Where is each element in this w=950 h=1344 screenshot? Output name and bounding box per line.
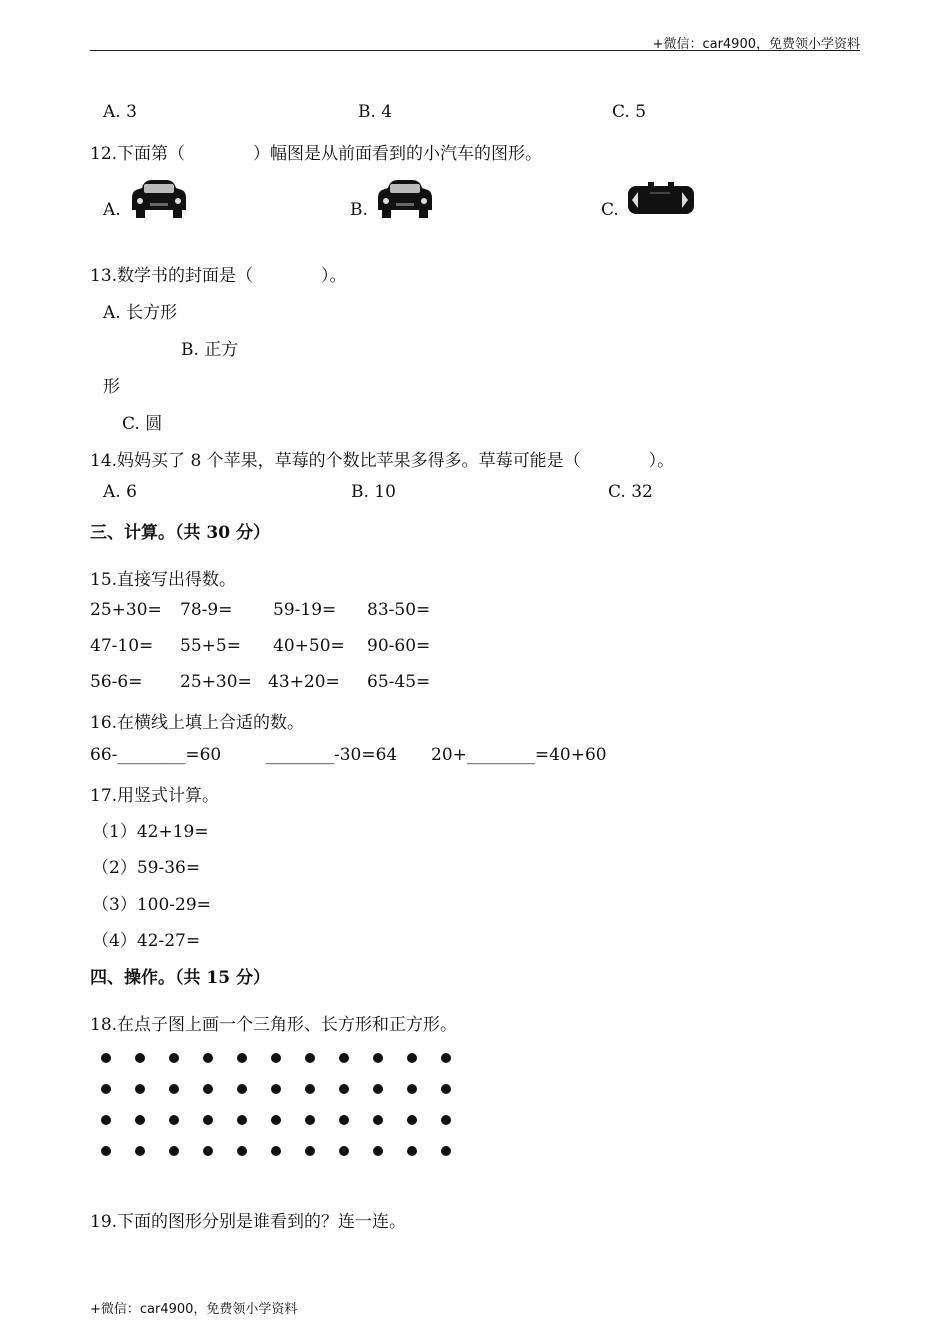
dot[interactable] xyxy=(169,1053,179,1063)
q12-stem: 12.下面第（ ）幅图是从前面看到的小汽车的图形。 xyxy=(90,144,543,164)
dot[interactable] xyxy=(305,1146,315,1156)
q17-stem: 17.用竖式计算。 xyxy=(90,786,220,806)
q13-option-a: A. 长方形 xyxy=(103,303,178,323)
car-top-icon xyxy=(626,180,696,218)
car-front-icon xyxy=(130,176,188,220)
dot[interactable] xyxy=(305,1084,315,1094)
q17-item-3: （3）100-29= xyxy=(92,895,211,915)
dot[interactable] xyxy=(101,1053,111,1063)
dot[interactable] xyxy=(237,1053,247,1063)
dot[interactable] xyxy=(203,1115,213,1125)
dot[interactable] xyxy=(441,1084,451,1094)
dot[interactable] xyxy=(339,1053,349,1063)
q14-option-b: B. 10 xyxy=(351,482,396,502)
q14-option-c: C. 32 xyxy=(608,482,653,502)
dot[interactable] xyxy=(135,1115,145,1125)
dot[interactable] xyxy=(135,1146,145,1156)
dot[interactable] xyxy=(407,1084,417,1094)
dot[interactable] xyxy=(305,1115,315,1125)
dot[interactable] xyxy=(203,1146,213,1156)
dot[interactable] xyxy=(441,1146,451,1156)
dot[interactable] xyxy=(203,1053,213,1063)
q15-r2-c4: 90-60= xyxy=(367,636,431,656)
q15-r1-c3: 59-19= xyxy=(273,600,337,620)
q15-r1-c4: 83-50= xyxy=(367,600,431,620)
q16-item-2: ________-30=64 xyxy=(266,745,398,765)
q15-r2-c1: 47-10= xyxy=(90,636,154,656)
dot[interactable] xyxy=(237,1084,247,1094)
q14-option-a: A. 6 xyxy=(103,482,137,502)
dot[interactable] xyxy=(373,1084,383,1094)
q12-option-b: B. xyxy=(350,200,368,220)
dot[interactable] xyxy=(271,1084,281,1094)
section-3-title: 三、计算。（共 30 分） xyxy=(90,523,270,543)
dot[interactable] xyxy=(203,1084,213,1094)
q15-r2-c3: 40+50= xyxy=(273,636,345,656)
dot[interactable] xyxy=(339,1084,349,1094)
q18-stem: 18.在点子图上画一个三角形、长方形和正方形。 xyxy=(90,1015,458,1035)
dot[interactable] xyxy=(237,1115,247,1125)
q16-item-3: 20+________=40+60 xyxy=(431,745,607,765)
dot[interactable] xyxy=(101,1146,111,1156)
section-4-title: 四、操作。（共 15 分） xyxy=(90,968,270,988)
dot[interactable] xyxy=(101,1084,111,1094)
dot[interactable] xyxy=(101,1115,111,1125)
q17-item-2: （2）59-36= xyxy=(92,858,201,878)
dot[interactable] xyxy=(373,1146,383,1156)
dot-grid[interactable] xyxy=(92,1044,462,1162)
q17-item-4: （4）42-27= xyxy=(92,931,201,951)
q19-stem: 19.下面的图形分别是谁看到的？连一连。 xyxy=(90,1212,407,1232)
q15-r3-c1: 56-6= xyxy=(90,672,143,692)
dot[interactable] xyxy=(135,1053,145,1063)
q15-r3-c4: 65-45= xyxy=(367,672,431,692)
dot[interactable] xyxy=(441,1053,451,1063)
footer-text: +微信：car4900，免费领小学资料 xyxy=(90,1302,298,1317)
dot[interactable] xyxy=(271,1115,281,1125)
q15-r1-c2: 78-9= xyxy=(180,600,233,620)
dot[interactable] xyxy=(271,1146,281,1156)
q14-stem: 14.妈妈买了 8 个苹果，草莓的个数比苹果多得多。草莓可能是（ ）。 xyxy=(90,451,675,471)
dot[interactable] xyxy=(169,1146,179,1156)
q15-r3-c2: 25+30= xyxy=(180,672,252,692)
dot[interactable] xyxy=(407,1053,417,1063)
q13-option-b-wrap: 形 xyxy=(103,377,120,397)
q17-item-1: （1）42+19= xyxy=(92,822,209,842)
dot[interactable] xyxy=(135,1084,145,1094)
q12-option-c: C. xyxy=(601,200,619,220)
header-text: +微信：car4900，免费领小学资料 xyxy=(652,37,860,52)
dot[interactable] xyxy=(339,1146,349,1156)
dot[interactable] xyxy=(407,1115,417,1125)
q15-r2-c2: 55+5= xyxy=(180,636,241,656)
q13-option-c: C. 圆 xyxy=(122,414,163,434)
q11-option-b: B. 4 xyxy=(358,102,393,122)
car-front-icon xyxy=(376,176,434,220)
q12-option-a: A. xyxy=(103,200,121,220)
dot[interactable] xyxy=(441,1115,451,1125)
q16-item-1: 66-________=60 xyxy=(90,745,222,765)
q16-stem: 16.在横线上填上合适的数。 xyxy=(90,713,305,733)
q15-r3-c3: 43+20= xyxy=(268,672,340,692)
dot[interactable] xyxy=(169,1084,179,1094)
dot[interactable] xyxy=(339,1115,349,1125)
q15-r1-c1: 25+30= xyxy=(90,600,162,620)
q11-option-a: A. 3 xyxy=(103,102,137,122)
dot[interactable] xyxy=(305,1053,315,1063)
q13-stem: 13.数学书的封面是（ ）。 xyxy=(90,266,347,286)
header-divider xyxy=(90,50,860,51)
dot[interactable] xyxy=(407,1146,417,1156)
q15-stem: 15.直接写出得数。 xyxy=(90,570,237,590)
dot[interactable] xyxy=(169,1115,179,1125)
q13-option-b: B. 正方 xyxy=(181,340,239,360)
dot[interactable] xyxy=(373,1053,383,1063)
q11-option-c: C. 5 xyxy=(612,102,647,122)
dot[interactable] xyxy=(373,1115,383,1125)
dot[interactable] xyxy=(237,1146,247,1156)
dot[interactable] xyxy=(271,1053,281,1063)
